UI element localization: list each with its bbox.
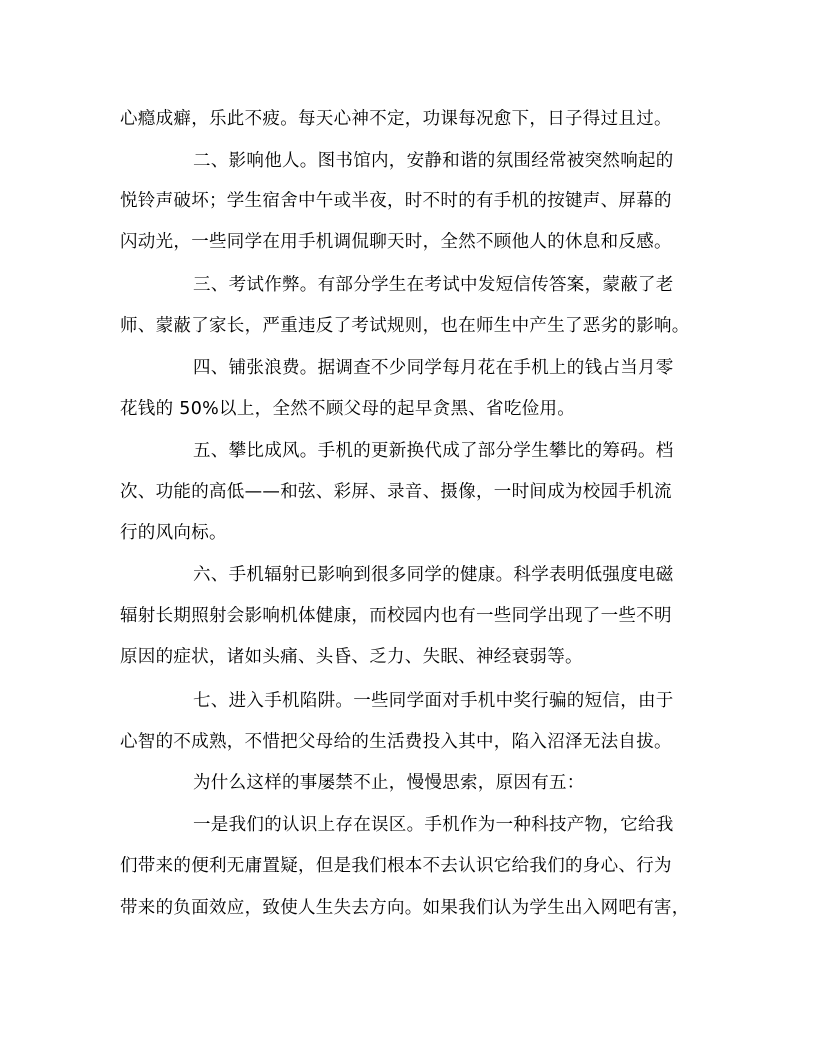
paragraph-start-line: 一是我们的认识上存在误区。手机作为一种科技产物，它给我 bbox=[193, 815, 674, 835]
paragraph-start-line: 五、攀比成风。手机的更新换代成了部分学生攀比的筹码。档 bbox=[193, 441, 674, 461]
text-line: 辐射长期照射会影响机体健康，而校园内也有一些同学出现了一些不明 bbox=[120, 606, 672, 626]
paragraph-start-line: 六、手机辐射已影响到很多同学的健康。科学表明低强度电磁 bbox=[193, 565, 674, 585]
paragraph-start-line: 七、进入手机陷阱。一些同学面对手机中奖行骗的短信，由于 bbox=[193, 691, 674, 711]
text-line: 师、蒙蔽了家长，严重违反了考试规则，也在师生中产生了恶劣的影响。 bbox=[120, 316, 690, 336]
paragraph-start-line: 三、考试作弊。有部分学生在考试中发短信传答案，蒙蔽了老 bbox=[193, 275, 674, 295]
text-line: 带来的负面效应，致使人生失去方向。如果我们认为学生出入网吧有害， bbox=[120, 898, 690, 918]
text-line: 心智的不成熟，不惜把父母给的生活费投入其中，陷入沼泽无法自拔。 bbox=[120, 732, 672, 752]
paragraph-start-line: 为什么这样的事屡禁不止，慢慢思索，原因有五： bbox=[193, 773, 585, 793]
paragraph-start-line: 二、影响他人。图书馆内，安静和谐的氛围经常被突然响起的 bbox=[193, 151, 674, 171]
text-line: 花钱的 50%以上，全然不顾父母的起早贪黑、省吃俭用。 bbox=[120, 399, 576, 419]
text-line: 原因的症状，诸如头痛、头昏、乏力、失眠、神经衰弱等。 bbox=[120, 647, 583, 667]
paragraph-start-line: 四、铺张浪费。据调查不少同学每月花在手机上的钱占当月零 bbox=[193, 358, 674, 378]
text-line: 悦铃声破坏；学生宿舍中午或半夜，时不时的有手机的按键声、屏幕的 bbox=[120, 191, 672, 211]
text-line: 们带来的便利无庸置疑，但是我们根本不去认识它给我们的身心、行为 bbox=[120, 856, 672, 876]
text-line: 行的风向标。 bbox=[120, 523, 227, 543]
text-line: 次、功能的高低——和弦、彩屏、录音、摄像，一时间成为校园手机流 bbox=[120, 482, 672, 502]
text-line: 闪动光，一些同学在用手机调侃聊天时，全然不顾他人的休息和反感。 bbox=[120, 232, 672, 252]
text-line: 心瘾成癖，乐此不疲。每天心神不定，功课每况愈下，日子得过且过。 bbox=[120, 109, 672, 129]
